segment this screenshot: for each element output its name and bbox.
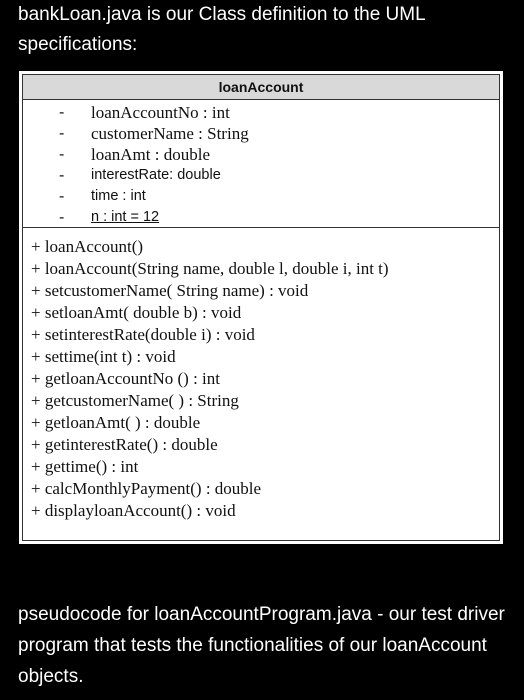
uml-attribute [23, 123, 499, 144]
attribute-text: n : int = 12 [91, 209, 160, 225]
uml-method: + setinterestRate(double i) : void [31, 325, 255, 344]
visibility-marker: - [59, 125, 65, 142]
uml-attribute [23, 186, 499, 207]
attribute-text: loanAccountNo : int [91, 103, 230, 122]
uml-method: + getinterestRate() : double [31, 435, 218, 454]
uml-methods-section [23, 228, 499, 522]
uml-attribute [23, 144, 499, 165]
uml-attribute [23, 102, 499, 123]
uml-method: + calcMonthlyPayment() : double [31, 479, 262, 498]
outro-paragraph: pseudocode for loanAccountProgram.java - our test driver program that tests the functionalities of our loanAccount objects. [18, 604, 505, 687]
uml-class-box [22, 74, 500, 541]
uml-method: + displayloanAccount() : void [31, 501, 236, 520]
intro-paragraph: bankLoan.java is our Class definition to the UML specifications: [18, 4, 425, 55]
visibility-marker: - [59, 188, 65, 205]
visibility-marker: - [59, 146, 65, 163]
uml-method: + loanAccount() [31, 237, 144, 256]
attribute-text: loanAmt : double [91, 145, 210, 164]
uml-method: + getloanAmt( ) : double [31, 413, 201, 432]
attribute-text: customerName : String [91, 124, 249, 143]
uml-method: + setloanAmt( double b) : void [31, 303, 242, 322]
visibility-marker: - [59, 104, 65, 121]
uml-attributes-section [23, 100, 499, 228]
uml-method: + gettime() : int [31, 457, 139, 476]
visibility-marker: - [59, 209, 65, 226]
uml-class-diagram [19, 71, 503, 544]
attribute-text: interestRate: double [91, 167, 221, 183]
uml-method: + getcustomerName( ) : String [31, 391, 239, 410]
uml-class-name: loanAccount [23, 75, 499, 100]
uml-method: + getloanAccountNo () : int [31, 369, 220, 388]
attribute-text: time : int [91, 188, 146, 204]
visibility-marker: - [59, 167, 65, 184]
uml-method: + loanAccount(String name, double l, double i, int t) [31, 259, 389, 278]
uml-method: + settime(int t) : void [31, 347, 176, 366]
uml-attribute-static [23, 207, 499, 228]
uml-attribute [23, 165, 499, 186]
uml-method: + setcustomerName( String name) : void [31, 281, 309, 300]
